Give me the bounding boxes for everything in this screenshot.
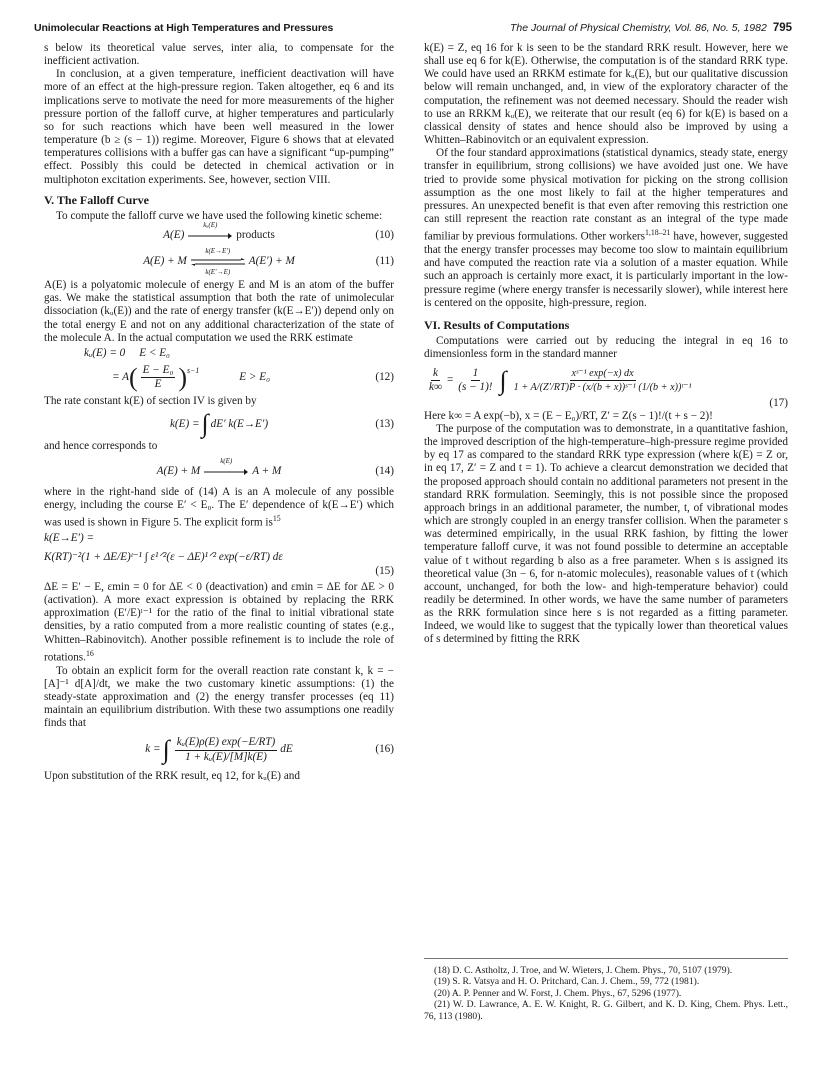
paragraph: and hence corresponds to xyxy=(44,440,158,453)
reference-item: (18) D. C. Astholtz, J. Troe, and W. Wieters, J. Chem. Phys., 70, 5107 (1979). xyxy=(434,965,733,976)
eq12-coefficient: = A xyxy=(112,371,129,384)
eq16-lhs: k = xyxy=(145,743,161,756)
paragraph: Computations were carried out by reducing the integral in eq 16 to dimensionless form in the standard manner xyxy=(424,335,788,361)
eq10-rate-label: kᵤ(E) xyxy=(203,221,218,230)
open-paren: ( xyxy=(128,363,138,393)
eq11-reverse-label: k(E′→E) xyxy=(205,267,231,276)
eq14-number: (14) xyxy=(375,465,394,478)
eq17-ratio-numerator: k xyxy=(431,367,440,381)
equilibrium-arrow xyxy=(191,247,245,276)
eq12-fraction xyxy=(141,364,176,391)
eq17-integrand xyxy=(512,367,694,394)
eq14-lhs: A(E) + M xyxy=(156,465,201,478)
equation-13 xyxy=(44,409,394,439)
eq15-number: (15) xyxy=(375,564,394,577)
eq13-rhs: dE′ k(E→E′) xyxy=(210,417,269,430)
references xyxy=(424,958,788,1022)
eq17-ratio xyxy=(427,367,444,394)
journal-citation: The Journal of Physical Chemistry, Vol. 86, No. 5, 1982 xyxy=(510,22,767,34)
paragraph: k(E) = Z, eq 16 for k is seen to be the standard RRK result. However, here we shall use eq 6 for k(E). Otherwise, the computation is of the standard RRK type. We could have used an RRKM estimate for kᵤ(E), but our qualitative discussion below will remain unchanged, and, in view of the exploratory character of the computation, the refinement was not deemed necessary. Should the reader wish to use an RRKM kᵤ(E), we reiterate that our result (eq 6) for k(E) is based on a classical density of states and hence should also be improved by using a Whitten–Rabinovitch or an equivalent expression. xyxy=(424,42,788,147)
eq12-denominator: E xyxy=(154,378,162,391)
eq16-fraction xyxy=(175,736,278,763)
eq17-integrand-numerator: xˢ⁻¹ exp(−x) dx xyxy=(570,367,636,381)
equation-11 xyxy=(44,247,394,276)
reference-item: (19) S. R. Vatsya and H. O. Pritchard, Can. J. Chem., 59, 772 (1981). xyxy=(434,976,700,988)
paragraph: Upon substitution of the RRK result, eq 12, for kᵤ(E) and xyxy=(44,769,300,782)
eq11-rhs: A(E′) + M xyxy=(248,255,295,268)
eq16-differential: dE xyxy=(280,743,293,756)
eq14-rate-label: k(E) xyxy=(220,456,233,465)
right-arrow-icon xyxy=(204,469,248,475)
running-head-title: Unimolecular Reactions at High Temperatures and Pressures xyxy=(34,22,334,34)
section-heading-falloff: V. The Falloff Curve xyxy=(44,192,149,207)
paragraph: The rate constant k(E) of section IV is given by xyxy=(44,395,257,408)
eq16-denominator: 1 + kᵤ(E)/[M]k(E) xyxy=(185,750,267,763)
paragraph-text: Of the four standard approximations (statistical dynamics, steady state, energy transfer in equilibrium, strong collisions) we have avoided just one. We have tried to provide some physical motivation for picking on the strong collision assumption as the one most likely to fail at the higher temperatures and pressures. An unexpected benefit is that even after removing this restriction one can still represent the reaction rate constant as an integral of the type made familiar by previous formulations. Other workers xyxy=(424,147,788,243)
paragraph xyxy=(424,147,788,310)
eq12-number: (12) xyxy=(375,371,394,384)
equation-12 xyxy=(44,364,394,391)
section-heading-results: VI. Results of Computations xyxy=(424,317,570,332)
eq12-exponent: s−1 xyxy=(187,365,200,375)
footnote-ref: 15 xyxy=(272,513,281,523)
paragraph: In conclusion, at a given temperature, inefficient deactivation will have more of an effect at the high-pressure region. Taken altogether, eq 6 and its implications serve to motivate the need for more measurements of the higher pressure portion of the falloff curve, at higher temperatures and particularly so for such reactions which have been well measured in the lower temperature (b ≥ (s − 1)) regime. Moreover, Figure 6 shows that at elevated temperatures collisions with a buffer gas can have a significant “up-pumping” effect. Possibly this could be detected in chemical activation or in multiphoton excitation experiments. See, however, section VIII. xyxy=(44,68,394,186)
paragraph-text: have, however, suggested that the energy transfer processes may become too slow to maintain equilibrium and have computed the reaction rate via a solution of a master equation. While such an approach is certainly more exact, it is particularly important in the low-pressure regime (where energy transfer is necessarily slower), while interest here is centered on the opposite, high-pressure, region. xyxy=(424,230,788,309)
equals-sign: = xyxy=(446,374,454,387)
paragraph xyxy=(44,581,394,665)
running-head xyxy=(34,22,792,38)
equation-10 xyxy=(44,221,394,245)
footnote-ref: 1,18–21 xyxy=(645,228,671,238)
reaction-arrow xyxy=(204,456,248,479)
paragraph: Here k∞ = A exp(−b), x = (E − E₀)/RT, Z′ = Z(s − 1)!/(t + s − 2)! xyxy=(424,409,713,422)
close-paren: ) xyxy=(178,363,188,393)
paragraph: s below its theoretical value serves, inter alia, to compensate for the inefficient activation. xyxy=(44,42,394,68)
paragraph-text: ΔE = E′ − E, εmin = 0 for ΔE < 0 (deactivation) and εmin = ΔE for ΔE > 0 (activation). A more exact expression is obtained by replacing the RRK approximation (E′/E)ᵗ⁻¹ for the ratio of the final to initial vibrational state densities, by a ratio computed from a more realistic counting of states (e.g., Whitten–Rabinovitch). Another possible refinement is to include the role of rotations. xyxy=(44,580,394,664)
paragraph: The purpose of the computation was to demonstrate, in a quantitative fashion, the improved description of the high-temperature–high-pressure regime provided by eq 17 as compared to the standard RRK type expression (where k(E) = Z or, in eq 17, Z′ = Z and t = 1). To achieve a clearcut demonstration we decided that the proposed approach should contain no additional parameters not present in the standard RRK formulation. Seemingly, this is not possible since the proposed approach brings in an additional parameter, the number, t, of vibrational modes which are strongly coupled in an energy transfer collision. When the parameter s was determined empirically, in the usual RRK fashion, by fitting the lower temperature falloff curve, it was not found possible to determine an acceptable value of t without regarding b also as a free parameter. When s is assigned its theoretical value (3n − 6, for n-atomic molecules), reasonable values of t (which account, unchanged, for both the low- and high-temperature behavior) could readily be determined. In other words, we have the same number of parameters as the RRK formulation since here s is not regarded as a fitting parameter. Indeed, we would like to suggest that the typically lower than theoretical values of s determined by fitting the RRK xyxy=(424,422,788,646)
equation-17 xyxy=(424,367,788,394)
paragraph: To compute the falloff curve we have used the following kinetic scheme: xyxy=(56,209,383,222)
left-column xyxy=(44,42,394,783)
footnote-ref: 16 xyxy=(85,648,94,658)
eq17-coef-denominator: (s − 1)! xyxy=(458,381,493,394)
paragraph: To obtain an explicit form for the overall reaction rate constant k, k = −[A]⁻¹ d[A]/dt, we make the two customary kinetic assumptions: (1) the steady-state approximation and (2) the energy transfer processes (eq 11) maintain an equilibrium distribution. With these two assumptions one readily finds that xyxy=(44,664,394,730)
eq11-lhs: A(E) + M xyxy=(143,255,187,268)
eq15-body: K(RT)⁻²(1 + ΔE/E)ᵗ⁻¹ ∫ ε¹ᐟ²(ε − ΔE)¹ᐟ² exp(−ε/RT) dε xyxy=(44,551,283,564)
eq16-numerator: kᵤ(E)ρ(E) exp(−E/RT) xyxy=(175,736,278,750)
paragraph: A(E) is a polyatomic molecule of energy E and M is an atom of the buffer gas. We make the statistical assumption that both the rate of unimolecular dissociation (kᵤ(E)) and the rate of energy transfer (k(E→E′)) depend only on the total energy E and not on any additional characterization of the state of the molecule A. In the actual computation we used the RRK estimate xyxy=(44,279,394,344)
eq12-line1: kᵤ(E) = 0 E < E₀ xyxy=(84,346,170,359)
eq17-coefficient xyxy=(456,367,494,394)
eq11-number: (11) xyxy=(375,255,394,268)
reference-item: (20) A. P. Penner and W. Forst, J. Chem. Phys., 67, 5296 (1977). xyxy=(434,987,682,999)
paragraph-text: where in the right-hand side of (14) A is an A molecule of any possible energy, including the course E′ < E₀. The E′ dependence of k(E→E′) which was used is shown in Figure 5. The explicit form is xyxy=(44,485,394,529)
eq12-numerator: E − E₀ xyxy=(141,364,176,378)
eq12-condition: E > E₀ xyxy=(239,371,270,384)
page-number: 795 xyxy=(772,22,792,34)
eq15-line1: k(E→E′) = xyxy=(44,531,95,544)
eq17-number: (17) xyxy=(769,396,788,409)
eq16-number: (16) xyxy=(375,743,394,756)
running-head-journal xyxy=(510,22,792,34)
equation-16 xyxy=(44,736,394,763)
equation-14 xyxy=(44,456,394,481)
eq10-lhs: A(E) xyxy=(163,229,185,242)
integral-sign: ∫ xyxy=(499,365,507,395)
eq17-coef-numerator: 1 xyxy=(471,367,481,381)
reaction-arrow xyxy=(188,221,232,243)
eq17-ratio-denominator: k∞ xyxy=(429,381,442,394)
right-arrow-icon xyxy=(188,233,232,239)
paragraph xyxy=(44,486,394,530)
eq10-number: (10) xyxy=(375,229,394,242)
eq10-rhs: products xyxy=(236,229,275,242)
integral-sign: ∫ xyxy=(201,409,209,439)
eq17-integrand-denominator: 1 + A/(Z′/RT)P · (x/(b + x))ˢ⁻¹ (1/(b + x))ᵗ⁻¹ xyxy=(513,382,692,394)
integral-sign: ∫ xyxy=(162,735,170,765)
eq11-forward-label: k(E→E′) xyxy=(205,247,231,256)
reference-item: (21) W. D. Lawrance, A. E. W. Knight, R. G. Gilbert, and K. D. King, Chem. Phys. Lett., 76, 113 (1980). xyxy=(424,999,788,1022)
eq13-number: (13) xyxy=(375,417,394,430)
eq14-rhs: A + M xyxy=(252,465,282,478)
equilibrium-arrows-icon xyxy=(191,258,245,266)
equation-15 xyxy=(44,549,394,577)
eq13-lhs: k(E) = xyxy=(169,417,200,430)
right-column xyxy=(424,42,788,647)
